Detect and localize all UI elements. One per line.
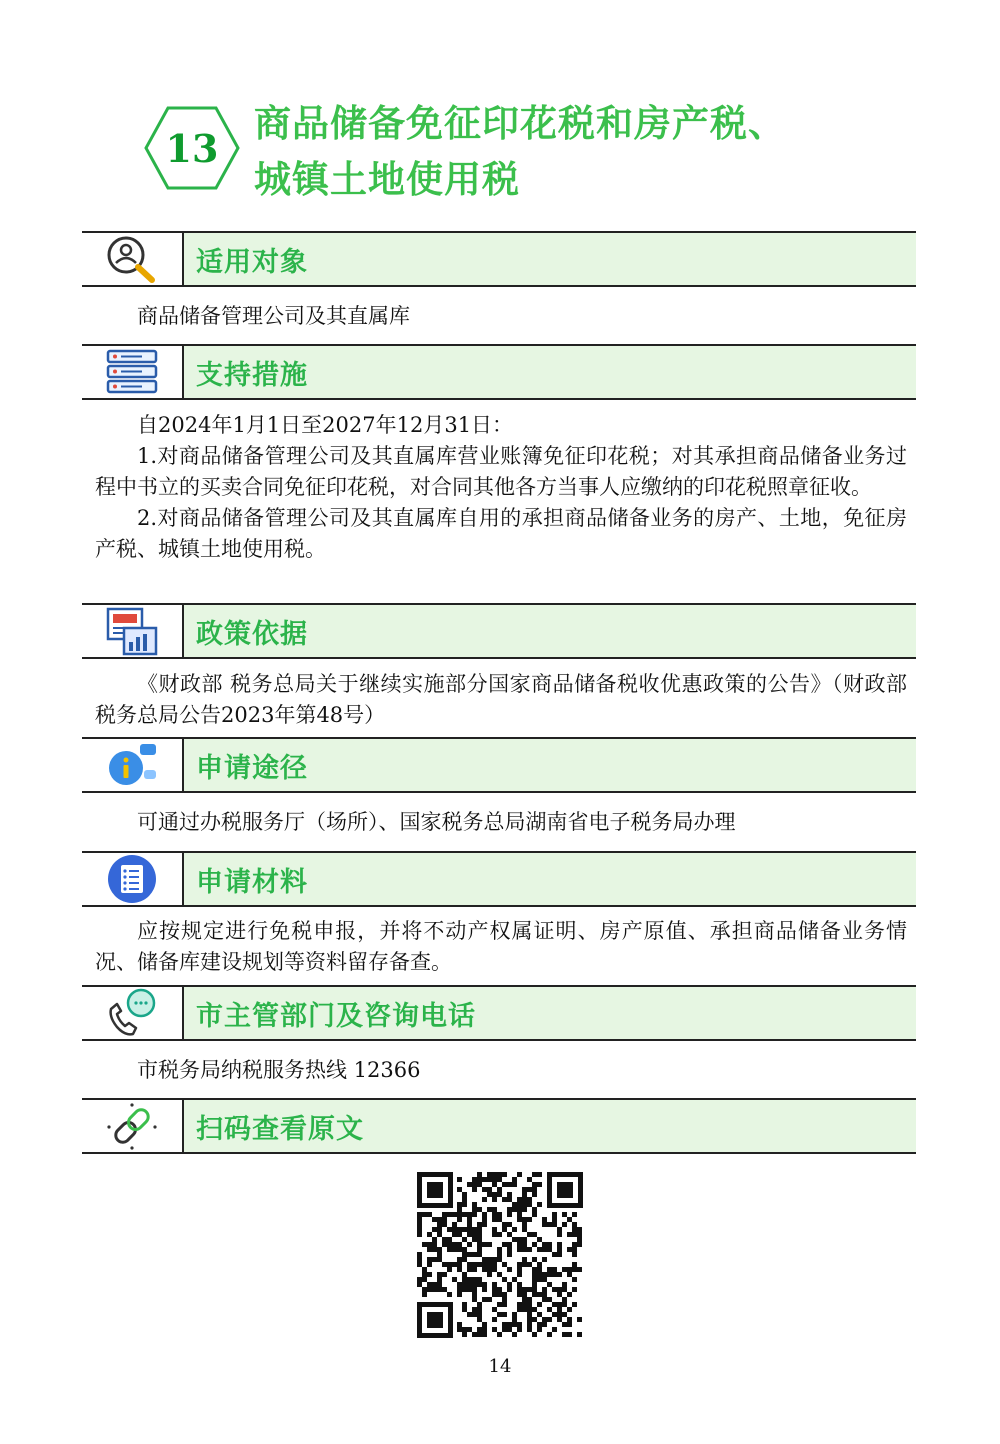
page-title: [254, 96, 934, 208]
section-number: 13: [165, 125, 219, 171]
materials-text: 应按规定进行免税申报，并将不动产权属证明、房产原值、承担商品储备业务情况、储备库建设规划等资料留存备查。: [95, 919, 907, 974]
section-header-measures: [82, 344, 916, 400]
list-document-icon: [105, 853, 159, 905]
section-label-basis: 政策依据: [196, 618, 308, 650]
info-chat-icon: [104, 740, 160, 790]
section-label-materials: 申请材料: [196, 866, 308, 898]
section-label-scan: 扫码查看原文: [196, 1113, 364, 1145]
section-label-contact: 市主管部门及咨询电话: [196, 1000, 476, 1032]
section-header-basis: [82, 603, 916, 659]
section-label-measures: 支持措施: [196, 359, 308, 391]
section-header-contact: [82, 985, 916, 1041]
qr-code[interactable]: [415, 1170, 585, 1340]
section-header-target: [82, 231, 916, 287]
basis-text: 《财政部 税务总局关于继续实施部分国家商品储备税收优惠政策的公告》（财政部 税务总局公告2023年第48号）: [95, 672, 907, 727]
title-line-2: 城镇土地使用税: [254, 158, 520, 201]
phone-chat-icon: [103, 987, 161, 1039]
measures-text: 自2024年1月1日至2027年12月31日： 1.对商品储备管理公司及其直属库营业账簿免征印花税；对其承担商品储备业务过程中书立的买卖合同免征印花税，对合同其他各方当事人应缴纳的印花税照章征收。 2.对商品储备管理公司及其直属库自用的承担商品储备业务的房产、土地，免征房产税、城镇土地使用税。: [95, 413, 907, 561]
section-label-channel: 申请途径: [196, 752, 308, 784]
channel-text: 可通过办税服务厅（场所）、国家税务总局湖南省电子税务局办理: [137, 810, 736, 834]
server-stack-icon: [104, 348, 160, 396]
link-icon: [103, 1101, 161, 1151]
title-line-1: 商品储备免征印花税和房产税、: [254, 102, 786, 145]
section-header-materials: [82, 851, 916, 907]
section-label-target: 适用对象: [196, 246, 308, 278]
contact-text: 市税务局纳税服务热线 12366: [137, 1058, 421, 1082]
page-number: 14: [488, 1356, 512, 1377]
section-header-channel: [82, 737, 916, 793]
title-block: [140, 96, 920, 216]
target-text: 商品储备管理公司及其直属库: [137, 304, 410, 328]
document-chart-icon: [104, 606, 160, 656]
section-header-scan: [82, 1098, 916, 1154]
person-search-icon: [102, 233, 162, 285]
